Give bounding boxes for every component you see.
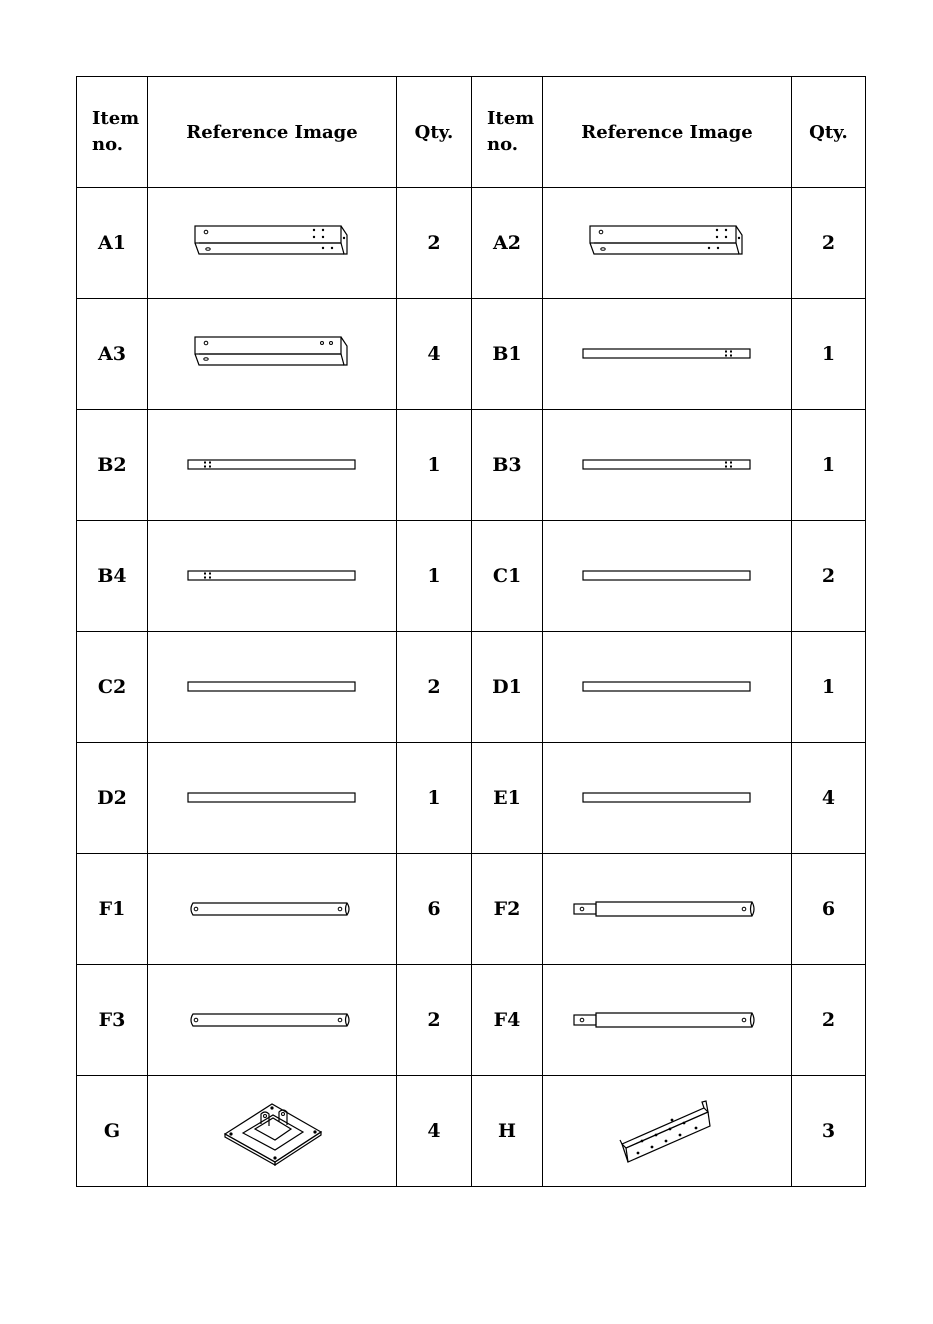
table-row [77, 410, 866, 521]
qty-header: Qty. [397, 77, 472, 188]
plain-rail-icon [186, 679, 358, 695]
reference-image-cell [543, 410, 792, 521]
telescopic-tube-icon [572, 1010, 762, 1030]
header-row [77, 77, 866, 188]
reference-image-cell [543, 632, 792, 743]
reference-image-cell [148, 632, 397, 743]
parts-list-table [76, 76, 866, 1187]
table-row [77, 299, 866, 410]
reference-image-cell [148, 743, 397, 854]
beam-icon [192, 334, 352, 374]
qty-cell: 2 [397, 632, 472, 743]
qty-cell: 1 [397, 521, 472, 632]
qty-cell: 2 [397, 965, 472, 1076]
qty-cell: 3 [792, 1076, 866, 1187]
reference-image-cell [543, 743, 792, 854]
qty-cell: 4 [397, 299, 472, 410]
item-no-header: Item no. [472, 77, 543, 188]
item-no-cell: F4 [472, 965, 543, 1076]
tube-icon [187, 900, 357, 918]
qty-cell: 4 [792, 743, 866, 854]
plain-rail-icon [581, 790, 753, 806]
item-no-cell: A1 [77, 188, 148, 299]
reference-image-cell [543, 188, 792, 299]
table-row [77, 743, 866, 854]
telescopic-tube-icon [572, 899, 762, 919]
item-no-cell: F3 [77, 965, 148, 1076]
table-row [77, 854, 866, 965]
qty-cell: 2 [792, 188, 866, 299]
beam-with-holes-icon [192, 223, 352, 263]
item-no-cell: A2 [472, 188, 543, 299]
qty-cell: 2 [397, 188, 472, 299]
reference-image-cell [148, 854, 397, 965]
qty-header: Qty. [792, 77, 866, 188]
qty-cell: 1 [397, 410, 472, 521]
item-no-cell: C1 [472, 521, 543, 632]
item-no-header: Item no. [77, 77, 148, 188]
reference-image-header: Reference Image [148, 77, 397, 188]
item-no-cell: B3 [472, 410, 543, 521]
qty-cell: 6 [397, 854, 472, 965]
reference-image-header: Reference Image [543, 77, 792, 188]
table-row [77, 1076, 866, 1187]
item-no-cell: D1 [472, 632, 543, 743]
rail-holes-right-icon [581, 346, 753, 362]
reference-image-cell [543, 521, 792, 632]
qty-cell: 2 [792, 965, 866, 1076]
rail-holes-right-icon [581, 457, 753, 473]
plain-rail-icon [581, 679, 753, 695]
item-no-cell: A3 [77, 299, 148, 410]
reference-image-cell [148, 521, 397, 632]
table-row [77, 521, 866, 632]
qty-cell: 1 [397, 743, 472, 854]
table-row [77, 188, 866, 299]
reference-image-cell [148, 965, 397, 1076]
foot-plate-icon [217, 1096, 327, 1166]
table-row [77, 632, 866, 743]
item-no-cell: F1 [77, 854, 148, 965]
item-no-cell: C2 [77, 632, 148, 743]
rail-holes-left-icon [186, 457, 358, 473]
tube-icon [187, 1011, 357, 1029]
plain-rail-icon [581, 568, 753, 584]
item-no-cell: B2 [77, 410, 148, 521]
reference-image-cell [543, 854, 792, 965]
reference-image-cell [148, 188, 397, 299]
reference-image-cell [148, 1076, 397, 1187]
qty-cell: 1 [792, 632, 866, 743]
item-no-cell: G [77, 1076, 148, 1187]
qty-cell: 4 [397, 1076, 472, 1187]
qty-cell: 2 [792, 521, 866, 632]
item-no-cell: B4 [77, 521, 148, 632]
beam-with-holes-icon [587, 223, 747, 263]
table-row [77, 965, 866, 1076]
item-no-cell: D2 [77, 743, 148, 854]
angle-bracket-icon [612, 1096, 722, 1166]
item-no-cell: H [472, 1076, 543, 1187]
reference-image-cell [148, 410, 397, 521]
plain-rail-icon [186, 790, 358, 806]
reference-image-cell [543, 1076, 792, 1187]
qty-cell: 1 [792, 299, 866, 410]
item-no-cell: E1 [472, 743, 543, 854]
item-no-cell: B1 [472, 299, 543, 410]
qty-cell: 1 [792, 410, 866, 521]
reference-image-cell [543, 299, 792, 410]
item-no-cell: F2 [472, 854, 543, 965]
qty-cell: 6 [792, 854, 866, 965]
rail-holes-left-icon [186, 568, 358, 584]
reference-image-cell [543, 965, 792, 1076]
reference-image-cell [148, 299, 397, 410]
